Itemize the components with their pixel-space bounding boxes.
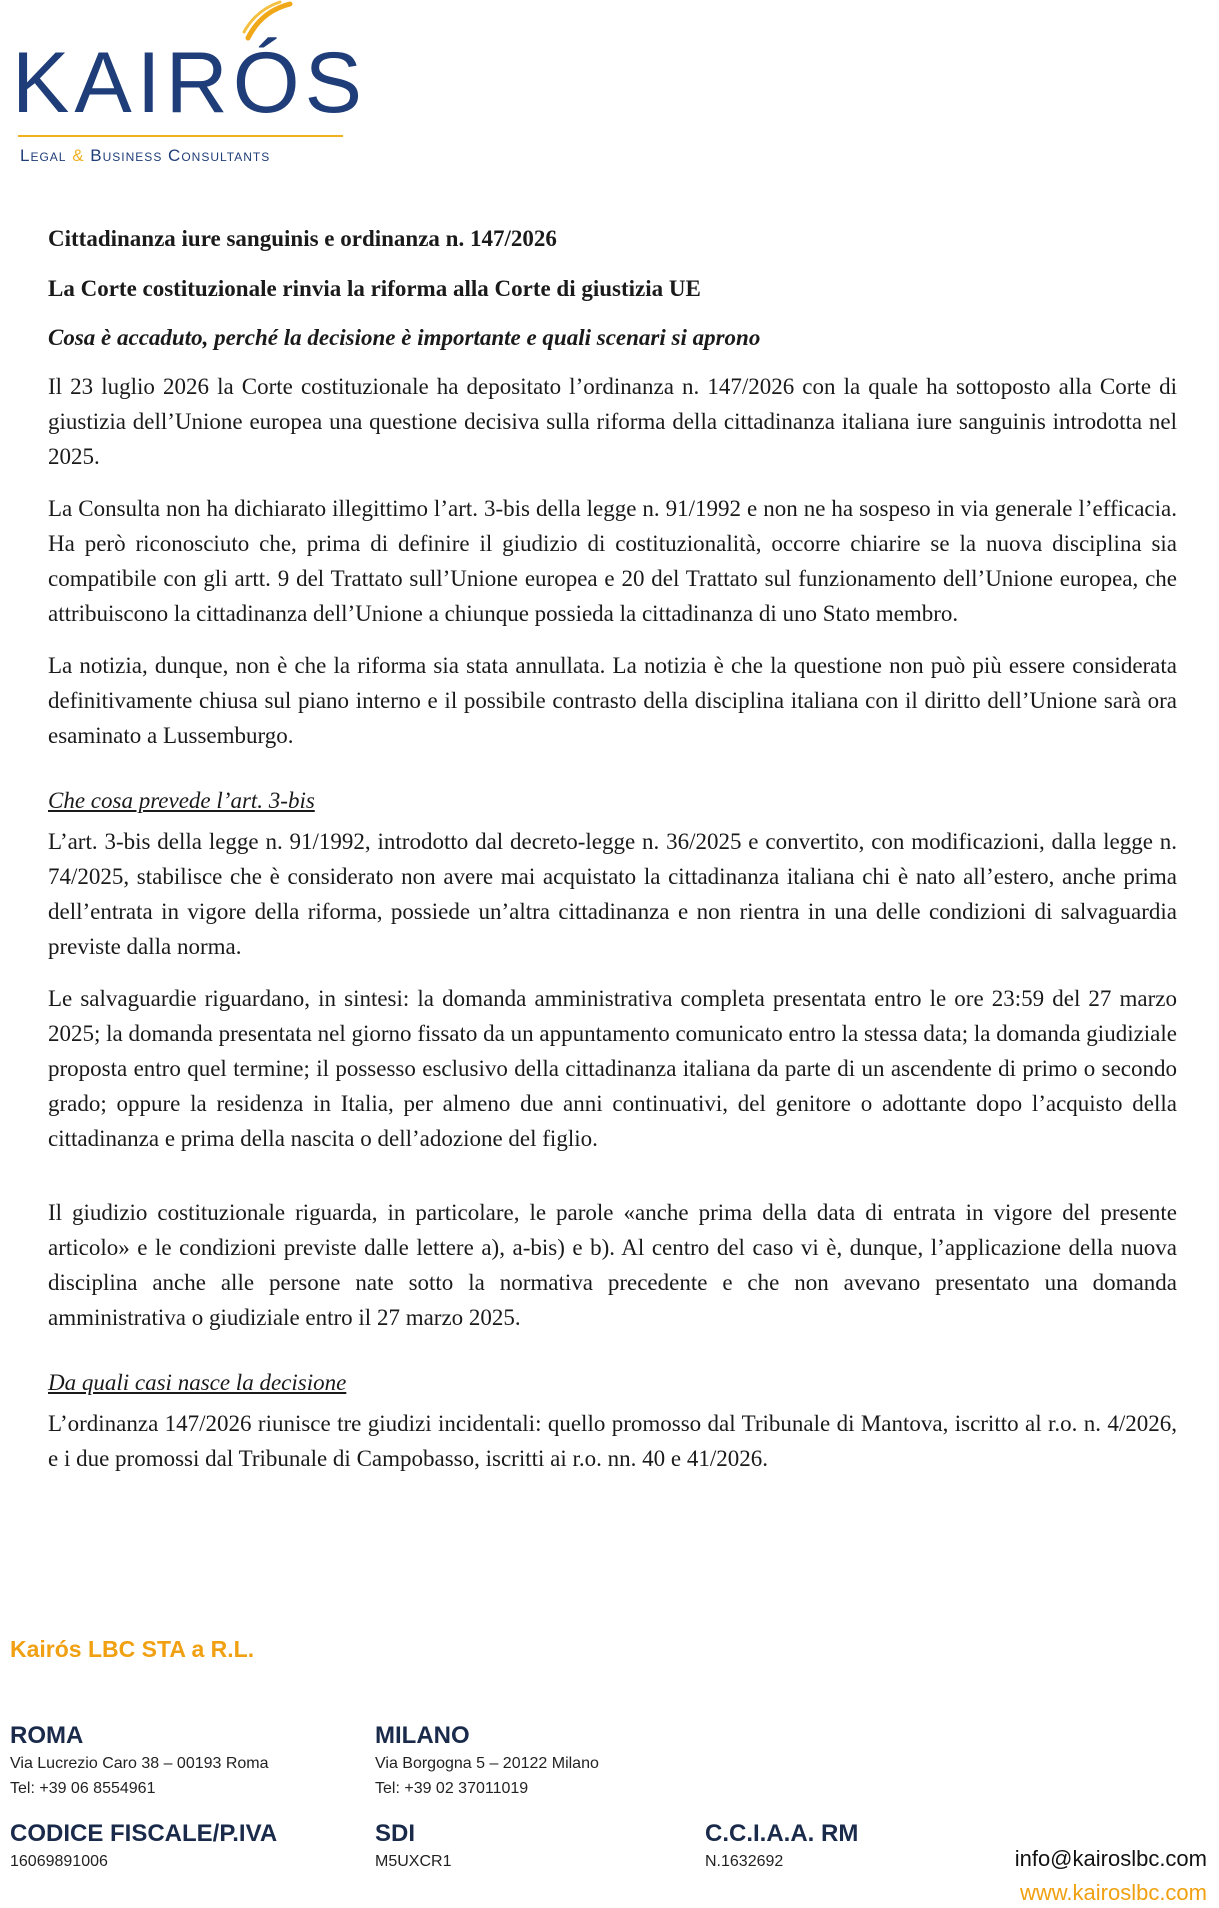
cciaa-code — [705, 1819, 858, 1874]
office-label: MILANO — [375, 1722, 470, 1749]
company-logo — [12, 0, 367, 175]
sdi-label: SDI — [375, 1820, 416, 1847]
cciaa-value: N.1632692 — [705, 1853, 784, 1870]
logo-divider — [18, 135, 343, 137]
tax-code-label: CODICE FISCALE/P.IVA — [10, 1820, 278, 1847]
section-heading: Da quali casi nasce la decisione — [48, 1370, 347, 1395]
office-address: Via Lucrezio Caro 38 – 00193 Roma — [10, 1755, 269, 1772]
paragraph: Il giudizio costituzionale riguarda, in particolare, le parole «anche prima della data di entrata in vigore del presente articolo» e le condizioni previste dalle lettere a), a-bis) e b). Al centro del caso vi è, dunque, l’applicazione della nuova disciplina anche alle persone nate sotto la normativa precedente e che non avevano presentato una domanda amministrativa o giudiziale entro il 27 marzo 2025. — [48, 1200, 1177, 1330]
paragraph: L’art. 3-bis della legge n. 91/1992, introdotto dal decreto-legge n. 36/2025 e convertito, con modificazioni, dalla legge n. 74/2025, stabilisce che è considerato non avere mai acquistato la cittadinanza italiana chi è nato all’estero, anche prima dell’entrata in vigore della riforma, possiede un’altra cittadinanza e non rientra in una delle condizioni di salvaguardia previste dalla norma. — [48, 829, 1177, 959]
sdi-code — [375, 1819, 451, 1874]
document-subtitle: La Corte costituzionale rinvia la riforma alla Corte di giustizia UE — [48, 276, 701, 301]
paragraph: L’ordinanza 147/2026 riunisce tre giudizi incidentali: quello promosso dal Tribunale di Mantova, iscritto al r.o. n. 4/2026, e i due promossi dal Tribunale di Campobasso, iscritti ai r.o. nn. 40 e 41/2026. — [48, 1411, 1177, 1471]
logo-tagline — [20, 146, 270, 166]
paragraph: Il 23 luglio 2026 la Corte costituzionale ha depositato l’ordinanza n. 147/2026 con la quale ha sottoposto alla Corte di giustizia dell’Unione europea una questione decisiva sulla riforma della cittadinanza italiana iure sanguinis introdotta nel 2025. — [48, 374, 1177, 469]
document-title: Cittadinanza iure sanguinis e ordinanza n. 147/2026 — [48, 226, 557, 251]
spacer — [48, 1173, 1177, 1195]
spacer — [48, 1352, 1177, 1370]
website-link[interactable]: www.kairoslbc.com — [1019, 1880, 1207, 1905]
sdi-value: M5UXCR1 — [375, 1853, 452, 1870]
tagline-business: Business Consultants — [90, 146, 271, 165]
office-label: ROMA — [10, 1722, 84, 1749]
office-roma — [10, 1721, 269, 1801]
tagline-ampersand: & — [72, 146, 85, 165]
office-milano — [375, 1721, 599, 1801]
document-body — [48, 226, 1177, 1493]
paragraph: La notizia, dunque, non è che la riforma sia stata annullata. La notizia è che la questione non può più essere considerata definitivamente chiusa sul piano interno e il possibile contrasto della disciplina italiana con il diritto dell’Unione sarà ora esaminato a Lussemburgo. — [48, 653, 1177, 748]
office-phone: Tel: +39 06 8554961 — [10, 1780, 156, 1797]
office-phone: Tel: +39 02 37011019 — [375, 1780, 529, 1797]
spacer — [48, 770, 1177, 788]
office-address: Via Borgogna 5 – 20122 Milano — [375, 1755, 599, 1772]
section-heading: Che cosa prevede l’art. 3-bis — [48, 788, 315, 813]
tax-code — [10, 1819, 277, 1874]
logo-wordmark: KAIRÓS — [12, 35, 367, 131]
document-lead: Cosa è accaduto, perché la decisione è importante e quali scenari si aprono — [48, 325, 761, 350]
paragraph: La Consulta non ha dichiarato illegittimo l’art. 3-bis della legge n. 91/1992 e non ne ha sospeso in via generale l’efficacia. Ha però riconosciuto che, prima di definire il giudizio di costituzionalità, occorre chiarire se la nuova disciplina sia compatibile con gli artt. 9 del Trattato sull’Unione europea e 20 del Trattato sul funzionamento dell’Unione europea, che attribuiscono la cittadinanza dell’Unione a chiunque possieda la cittadinanza di uno Stato membro. — [48, 496, 1177, 626]
email-link[interactable]: info@kairoslbc.com — [1014, 1846, 1207, 1871]
company-name: Kairós LBC STA a R.L. — [10, 1636, 255, 1662]
tax-code-value: 16069891006 — [10, 1853, 108, 1870]
paragraph: Le salvaguardie riguardano, in sintesi: la domanda amministrativa completa presentata entro le ore 23:59 del 27 marzo 2025; la domanda presentata nel giorno fissato da un appuntamento comunicato entro la stessa data; la domanda giudiziale proposta entro quel termine; il possesso esclusivo della cittadinanza italiana da parte di un ascendente di primo o secondo grado; oppure la residenza in Italia, per almeno due anni continuativi, del genitore o adottante dopo l’acquisto della cittadinanza e prima della nascita o dell’adozione del figlio. — [48, 986, 1177, 1151]
cciaa-label: C.C.I.A.A. RM — [705, 1820, 859, 1847]
tagline-legal: Legal — [20, 146, 67, 165]
